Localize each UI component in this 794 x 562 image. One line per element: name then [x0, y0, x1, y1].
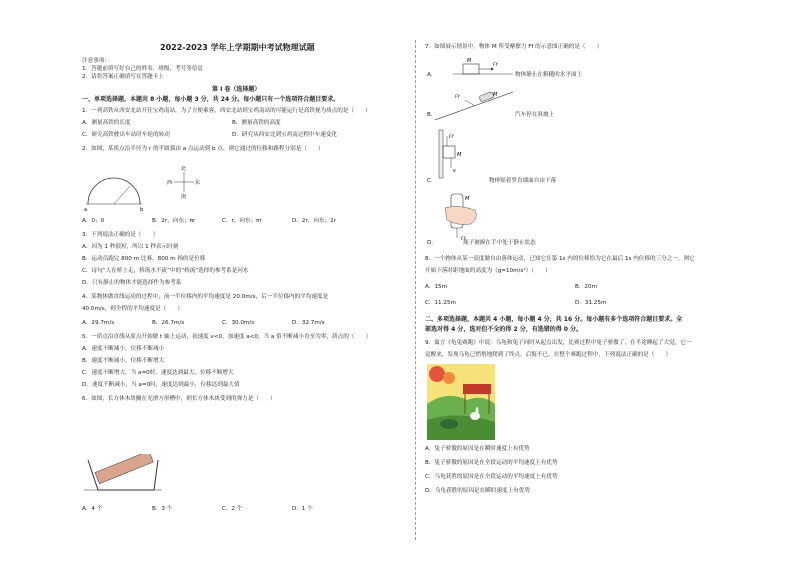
question-stem: 2．如图，某质点沿半径为 r 的半圆弧由 a 点运动到 b 点，则它通过的位移和路程分别是（ ）: [82, 146, 324, 152]
option: D．: [427, 240, 437, 246]
option: D．31.25m: [575, 300, 607, 306]
option: D．乌龟获胜的原因是在瞬时速度上有优势: [425, 488, 530, 494]
option: C．11.25m: [425, 300, 456, 306]
question-stem-cont: 40.0m/s，则全程的平均速度是（ ）: [82, 306, 184, 312]
notice-title: 注意事项：: [82, 58, 110, 64]
option: B．26.7m/s: [152, 320, 185, 326]
option: C．诗句“人在桥上走，桥流水不流”中的“桥流”选择的参考系是河水: [82, 268, 249, 274]
point-b-label: b: [140, 207, 144, 212]
svg-text:Ff: Ff: [449, 135, 454, 140]
compass-north: 北: [181, 166, 187, 172]
figure-b-car-on-slope: [435, 88, 515, 124]
question-stem: 1．一列高铁从西安北站开往宝鸡南站，为了方便乘客，西安北站到宝鸡南站的可能运行是高铁视为质点的是（ ）: [82, 108, 371, 114]
figure-c-block-on-wall: [437, 128, 487, 180]
compass-east: 东: [195, 180, 201, 186]
block-in-groove-figure: [84, 454, 164, 496]
figure-d-bottle-in-hand: [441, 190, 491, 246]
option: C．速度不断增大，当 a=0时，速度达到最大，位移不断增大: [82, 370, 234, 376]
figure-a-block-on-floor: [453, 56, 513, 86]
left-column: [82, 0, 412, 562]
semicircle-figure: [82, 160, 262, 212]
svg-text:Ff: Ff: [493, 63, 498, 68]
svg-text:Ff: Ff: [461, 237, 466, 242]
option: C．2 个: [222, 506, 243, 512]
option: D．速度不断减小，当 a=0时，速度达到最小，位移达到最大值: [82, 382, 240, 388]
option: C．: [427, 178, 437, 184]
svg-text:M: M: [493, 92, 498, 98]
compass-south: 南: [181, 194, 187, 200]
svg-text:M: M: [467, 58, 472, 64]
option: B．运动员跑完 800 m 比赛，800 m 指的是位移: [82, 256, 206, 262]
question-stem-cont: 觉醒来，发现乌龟已悄悄地爬到了终点，后悔不已。在整个赛跑过程中，下列说法正确的是（ ）: [425, 352, 672, 358]
option: D．研究从西安北到宝鸡南过程中车速变化: [232, 132, 337, 138]
option: A．4 个: [82, 506, 103, 512]
right-column: [425, 0, 785, 562]
option: D．32.7m/s: [292, 320, 325, 326]
option: B．2r，向东；πr: [152, 218, 196, 224]
question-stem-cont: 开始下落时距地面的高度为（g=10m/s²）（ ）: [425, 268, 551, 274]
figure-caption: 物体贴着竖直墙面自由下落: [489, 178, 557, 184]
point-a-label: a: [84, 207, 88, 212]
svg-text:M: M: [465, 196, 470, 202]
option: B．测量高铁的高度: [232, 120, 281, 126]
option: D．2r，向东；2r: [292, 218, 336, 224]
question-stem: 6．如图，长方体木块搁在光滑方形槽中，则长方体木块受到的弹力是（ ）: [82, 396, 276, 402]
column-divider: [415, 40, 416, 540]
compass-west: 西: [167, 180, 173, 186]
figure-caption: 物体静止在粗糙的水平面上: [515, 72, 583, 78]
svg-text:M: M: [457, 152, 462, 158]
option: A．测量高铁的长度: [82, 120, 131, 126]
option: A．0；0: [82, 218, 105, 224]
option: D．1 个: [292, 506, 313, 512]
question-stem: 9．寓言《龟兔赛跑》中说：乌龟和兔子同时从起点出发，比赛过程中兔子骄傲了，在半途睡起了大觉，它一: [425, 340, 692, 346]
option: C．30.0m/s: [222, 320, 255, 326]
option: A．因为 1 秒很短，所以 1 秒表示时刻: [82, 244, 179, 250]
section-heading: 二、多项选择题，本题共 4 小题，每小题 4 分，共 16 分。每小题有多个选项符合题目要求。全: [425, 316, 683, 323]
svg-text:v: v: [453, 168, 456, 174]
option: D．只有静止的物体才能选择作为参考系: [82, 280, 182, 286]
option: B．速度不断减小，位移不断增大: [82, 358, 165, 364]
figure-caption: 汽车停在斜坡上: [515, 112, 555, 118]
notice-item: 2．请将答案正确填写在答题卡上: [82, 74, 164, 80]
question-stem: 8．一个物体从某一高度做自由落体运动，已知它在第 1s 内的位移恰为它在最后 1s 内位移的三分之一，则它: [425, 256, 695, 262]
option: B．兔子骄傲的原因是在全段运动的平均速度上有优势: [425, 460, 558, 466]
exam-title: 2022-2023 学年上学期期中考试物理试题: [160, 43, 315, 52]
figure-caption: 瓶子被握在手中处于静止状态: [463, 240, 536, 246]
question-stem: 5．一质点沿直线从原点开始做 t 轴上运动，初速度 v<0，加速度 a<0，当 a 值不断减小直至为零，质点的（ ）: [82, 334, 372, 340]
option: B．20m: [575, 284, 597, 290]
part-title: 第 I 卷（选择题）: [212, 86, 261, 93]
option: A．兔子骄傲的原因是在瞬时速度上有优势: [425, 446, 530, 452]
question-stem: 4．某物体做直线运动的过程中，前一半位移内的平均速度是 20.0m/s，后一半位移内的平均速度是: [82, 294, 329, 300]
question-stem: 3．下列说法正确的是（ ）: [82, 232, 159, 238]
option: B．3 个: [152, 506, 173, 512]
option: A．15m: [425, 284, 447, 290]
question-stem: 7．如图展示情景中，物体 M 所受摩擦力 Ff 的示意图正确的是（ ）: [425, 44, 603, 50]
option: A．速度不断减小，位移不断减小: [82, 346, 165, 352]
notice-item: 1．答题前填写好自己的姓名、班级、考号等信息: [82, 66, 204, 72]
option: B．: [427, 112, 437, 118]
option: A．29.7m/s: [82, 320, 115, 326]
option: C．r，向东；πr: [222, 218, 262, 224]
option: A．: [427, 72, 437, 78]
tortoise-hare-illustration: [427, 364, 495, 440]
option: C．乌龟获胜的原因是在全段运动的平均速度上有优势: [425, 474, 558, 480]
section-heading-cont: 部选对得 4 分，选对但不全的得 2 分，有选错的得 0 分。: [425, 326, 583, 333]
section-heading: 一、单项选择题，本题共 8 小题，每小题 3 分，共 24 分。每小题只有一个选项符合题目要求。: [82, 96, 340, 103]
option: C．研究高铁驶出车站时车轮的转动: [82, 132, 170, 138]
svg-text:Ff: Ff: [455, 95, 460, 100]
